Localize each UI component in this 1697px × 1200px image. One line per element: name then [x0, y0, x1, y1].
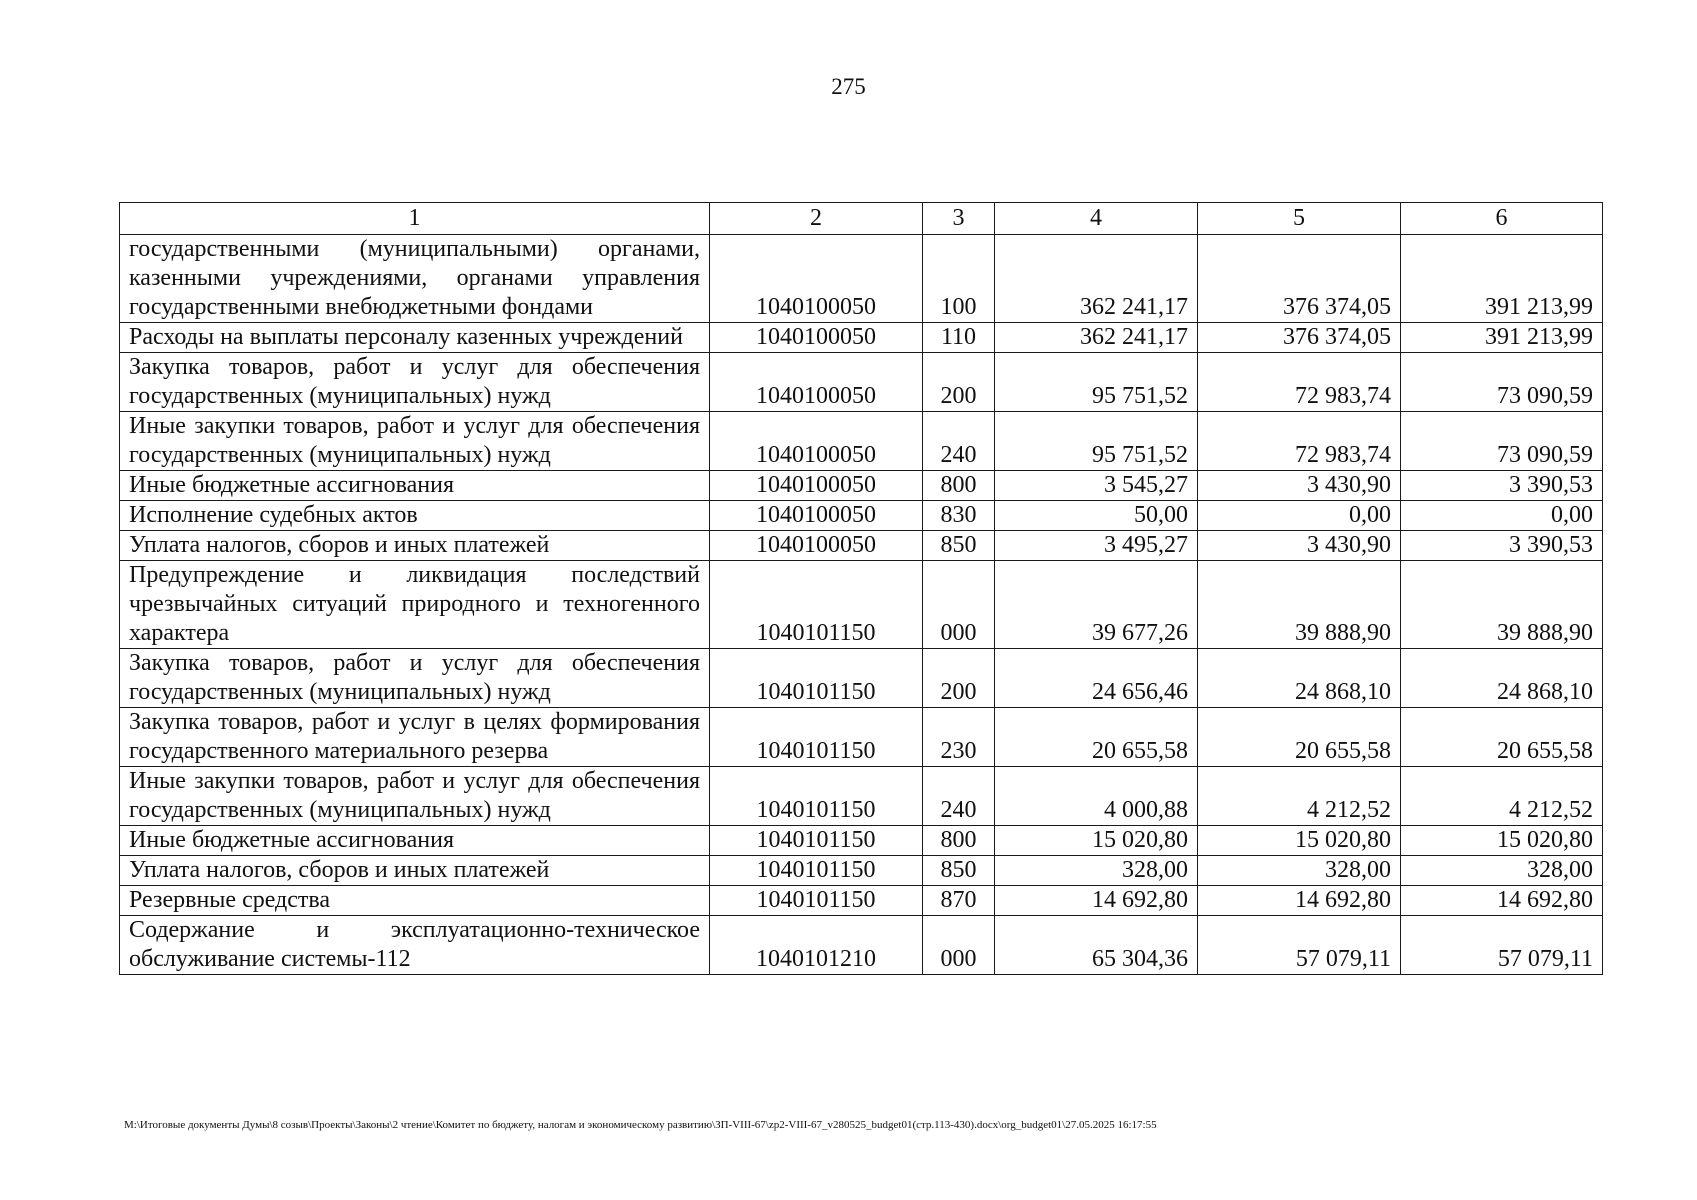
- document-file-path: M:\Итоговые документы Думы\8 созыв\Проекты\Законы\2 чтение\Комитет по бюджету, налогам и экономическому развитию\ЗП-VIII-67\zp2-VIII-67_v280525_budget01(стр.113-430).docx\org_budget01\27.05.2025 16:17:55: [124, 1119, 1157, 1131]
- row-amount-year1-cell: 65 304,36: [995, 916, 1198, 975]
- row-amount-year1-cell: 3 495,27: [995, 531, 1198, 561]
- row-amount-year2-cell: 4 212,52: [1198, 767, 1401, 826]
- row-name-cell: Уплата налогов, сборов и иных платежей: [120, 856, 710, 886]
- row-amount-year3-cell: 0,00: [1401, 501, 1603, 531]
- row-expense-type-cell: 830: [923, 501, 995, 531]
- row-expense-type-cell: 240: [923, 412, 995, 471]
- table-row: [120, 471, 1603, 501]
- row-amount-year2-cell: 328,00: [1198, 856, 1401, 886]
- row-amount-year3-cell: 57 079,11: [1401, 916, 1603, 975]
- row-expense-type-cell: 850: [923, 856, 995, 886]
- row-amount-year1-cell: 4 000,88: [995, 767, 1198, 826]
- row-expense-type-cell: 230: [923, 708, 995, 767]
- row-expense-type-cell: 000: [923, 916, 995, 975]
- row-amount-year2-cell: 72 983,74: [1198, 353, 1401, 412]
- row-amount-year1-cell: 15 020,80: [995, 826, 1198, 856]
- row-amount-year3-cell: 73 090,59: [1401, 412, 1603, 471]
- row-name-cell: Закупка товаров, работ и услуг в целях формирования государственного материального резерва: [120, 708, 710, 767]
- row-expense-type-cell: 110: [923, 323, 995, 353]
- table-row: [120, 235, 1603, 323]
- table-row: [120, 531, 1603, 561]
- table-row: [120, 323, 1603, 353]
- row-name-cell: Иные закупки товаров, работ и услуг для обеспечения государственных (муниципальных) нужд: [120, 767, 710, 826]
- row-amount-year2-cell: 72 983,74: [1198, 412, 1401, 471]
- row-name-cell: государственными (муниципальными) органами, казенными учреждениями, органами управления государственными внебюджетными фондами: [120, 235, 710, 323]
- row-name-cell: Резервные средства: [120, 886, 710, 916]
- row-code-cell: 1040100050: [710, 531, 923, 561]
- row-amount-year3-cell: 73 090,59: [1401, 353, 1603, 412]
- row-amount-year1-cell: 95 751,52: [995, 412, 1198, 471]
- row-code-cell: 1040101150: [710, 826, 923, 856]
- table-body: [120, 235, 1603, 975]
- row-code-cell: 1040100050: [710, 501, 923, 531]
- row-code-cell: 1040101150: [710, 886, 923, 916]
- table-row: [120, 916, 1603, 975]
- row-amount-year2-cell: 14 692,80: [1198, 886, 1401, 916]
- row-amount-year2-cell: 376 374,05: [1198, 323, 1401, 353]
- row-code-cell: 1040100050: [710, 412, 923, 471]
- row-amount-year3-cell: 20 655,58: [1401, 708, 1603, 767]
- table-row: [120, 501, 1603, 531]
- row-amount-year1-cell: 20 655,58: [995, 708, 1198, 767]
- column-header: 6: [1401, 203, 1603, 235]
- row-amount-year2-cell: 20 655,58: [1198, 708, 1401, 767]
- column-header: 1: [120, 203, 710, 235]
- row-amount-year3-cell: 3 390,53: [1401, 531, 1603, 561]
- page-number: 275: [831, 74, 866, 99]
- budget-table: [119, 202, 1603, 975]
- row-expense-type-cell: 800: [923, 471, 995, 501]
- row-amount-year2-cell: 3 430,90: [1198, 531, 1401, 561]
- column-header: 5: [1198, 203, 1401, 235]
- row-amount-year1-cell: 362 241,17: [995, 323, 1198, 353]
- row-name-cell: Предупреждение и ликвидация последствий чрезвычайных ситуаций природного и техногенного характера: [120, 561, 710, 649]
- column-header: 3: [923, 203, 995, 235]
- row-name-cell: Закупка товаров, работ и услуг для обеспечения государственных (муниципальных) нужд: [120, 353, 710, 412]
- row-amount-year3-cell: 391 213,99: [1401, 235, 1603, 323]
- row-amount-year1-cell: 39 677,26: [995, 561, 1198, 649]
- row-amount-year3-cell: 328,00: [1401, 856, 1603, 886]
- row-expense-type-cell: 800: [923, 826, 995, 856]
- row-amount-year3-cell: 24 868,10: [1401, 649, 1603, 708]
- column-header: 4: [995, 203, 1198, 235]
- row-name-cell: Расходы на выплаты персоналу казенных учреждений: [120, 323, 710, 353]
- row-expense-type-cell: 200: [923, 353, 995, 412]
- row-expense-type-cell: 850: [923, 531, 995, 561]
- row-code-cell: 1040100050: [710, 471, 923, 501]
- row-code-cell: 1040101150: [710, 767, 923, 826]
- row-name-cell: Исполнение судебных актов: [120, 501, 710, 531]
- row-code-cell: 1040101210: [710, 916, 923, 975]
- row-name-cell: Уплата налогов, сборов и иных платежей: [120, 531, 710, 561]
- table-row: [120, 353, 1603, 412]
- row-amount-year2-cell: 57 079,11: [1198, 916, 1401, 975]
- row-amount-year2-cell: 376 374,05: [1198, 235, 1401, 323]
- table-row: [120, 856, 1603, 886]
- table-row: [120, 412, 1603, 471]
- row-amount-year2-cell: 24 868,10: [1198, 649, 1401, 708]
- table-row: [120, 708, 1603, 767]
- table-row: [120, 649, 1603, 708]
- table-row: [120, 561, 1603, 649]
- row-name-cell: Закупка товаров, работ и услуг для обеспечения государственных (муниципальных) нужд: [120, 649, 710, 708]
- table-row: [120, 826, 1603, 856]
- table-row: [120, 886, 1603, 916]
- table-header-row: [120, 203, 1603, 235]
- row-code-cell: 1040101150: [710, 561, 923, 649]
- row-name-cell: Иные бюджетные ассигнования: [120, 826, 710, 856]
- row-amount-year1-cell: 328,00: [995, 856, 1198, 886]
- row-code-cell: 1040100050: [710, 235, 923, 323]
- row-expense-type-cell: 240: [923, 767, 995, 826]
- row-expense-type-cell: 870: [923, 886, 995, 916]
- row-amount-year3-cell: 3 390,53: [1401, 471, 1603, 501]
- row-expense-type-cell: 200: [923, 649, 995, 708]
- row-amount-year1-cell: 50,00: [995, 501, 1198, 531]
- row-amount-year2-cell: 3 430,90: [1198, 471, 1401, 501]
- row-amount-year2-cell: 39 888,90: [1198, 561, 1401, 649]
- row-amount-year3-cell: 391 213,99: [1401, 323, 1603, 353]
- row-expense-type-cell: 100: [923, 235, 995, 323]
- row-amount-year3-cell: 39 888,90: [1401, 561, 1603, 649]
- row-name-cell: Содержание и эксплуатационно-техническое обслуживание системы-112: [120, 916, 710, 975]
- row-amount-year3-cell: 15 020,80: [1401, 826, 1603, 856]
- row-expense-type-cell: 000: [923, 561, 995, 649]
- column-header: 2: [710, 203, 923, 235]
- row-code-cell: 1040101150: [710, 649, 923, 708]
- row-code-cell: 1040100050: [710, 323, 923, 353]
- row-amount-year1-cell: 3 545,27: [995, 471, 1198, 501]
- row-code-cell: 1040101150: [710, 708, 923, 767]
- row-code-cell: 1040100050: [710, 353, 923, 412]
- row-name-cell: Иные закупки товаров, работ и услуг для обеспечения государственных (муниципальных) нужд: [120, 412, 710, 471]
- row-amount-year2-cell: 0,00: [1198, 501, 1401, 531]
- row-amount-year1-cell: 14 692,80: [995, 886, 1198, 916]
- row-amount-year3-cell: 14 692,80: [1401, 886, 1603, 916]
- row-amount-year2-cell: 15 020,80: [1198, 826, 1401, 856]
- table-row: [120, 767, 1603, 826]
- row-code-cell: 1040101150: [710, 856, 923, 886]
- row-amount-year3-cell: 4 212,52: [1401, 767, 1603, 826]
- row-amount-year1-cell: 95 751,52: [995, 353, 1198, 412]
- row-amount-year1-cell: 362 241,17: [995, 235, 1198, 323]
- row-amount-year1-cell: 24 656,46: [995, 649, 1198, 708]
- row-name-cell: Иные бюджетные ассигнования: [120, 471, 710, 501]
